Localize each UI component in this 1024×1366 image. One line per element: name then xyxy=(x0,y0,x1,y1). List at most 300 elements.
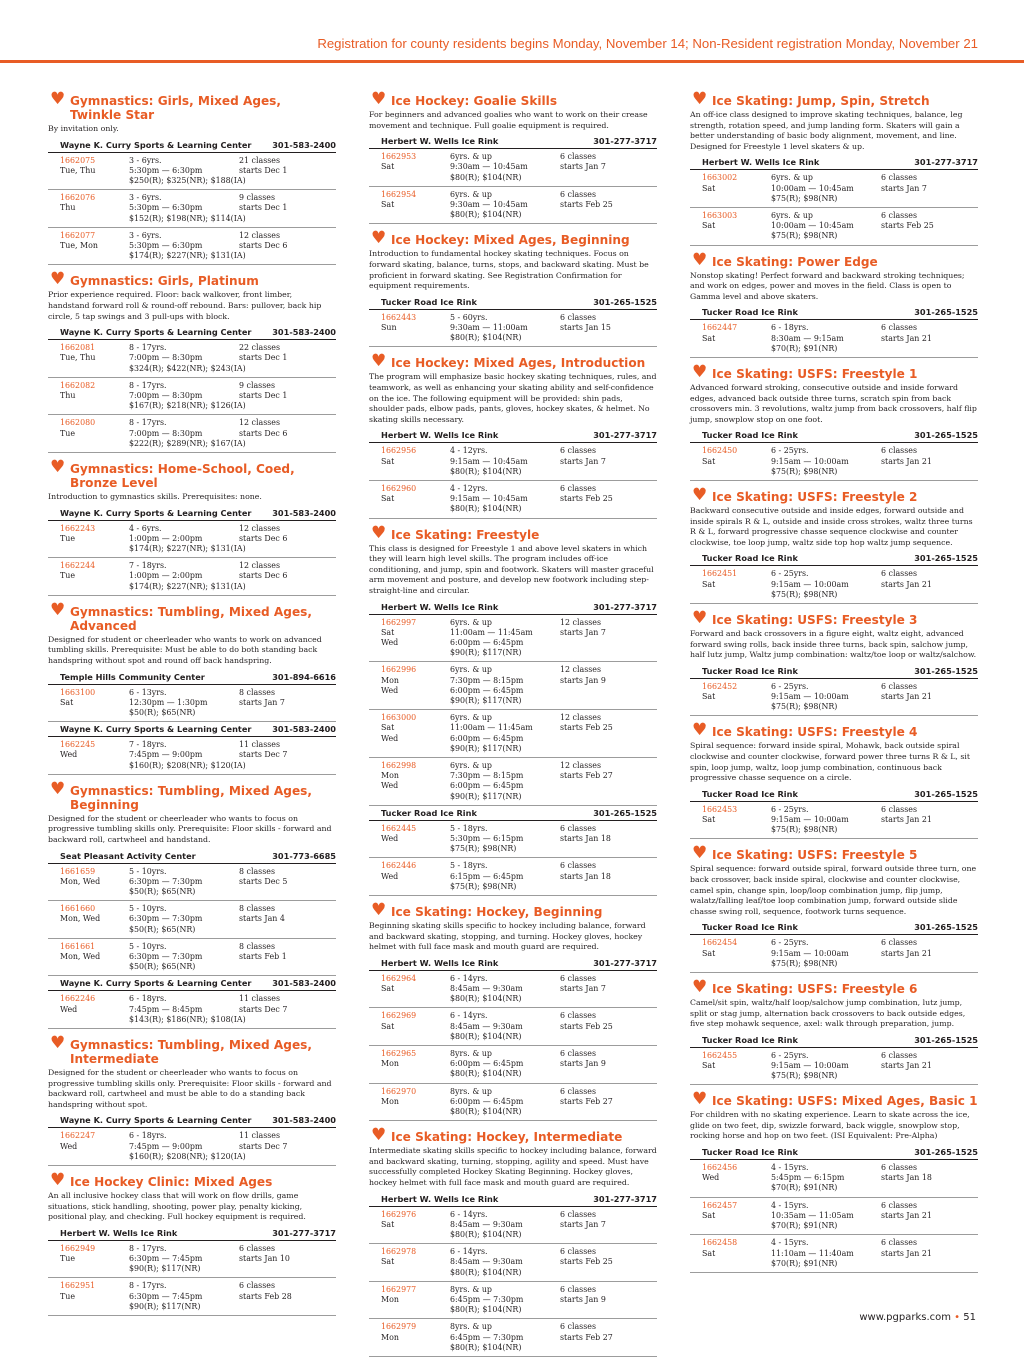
session-details xyxy=(771,805,881,836)
session-time: 6:30pm — 7:30pm xyxy=(129,914,203,924)
course-listing xyxy=(690,976,978,1085)
activity-code[interactable]: 1662455 xyxy=(702,1050,738,1060)
course-listing xyxy=(690,484,978,604)
course-description: An off-ice class designed to improve skating techniques, balance, leg strength, rotation speed, and jump landing form. Skaters will gain a better understanding of basic body alignment, movement, and line. Designed for Freestyle 1 level skaters & up. xyxy=(690,110,963,151)
session-details xyxy=(129,230,246,262)
session-details xyxy=(129,523,246,555)
course-description: For children with no skating experience. Learn to skate across the ice, glide on two feet, dip, swizzle forward, back wiggle, snowplow stop, rocking horse and hop on two feet. (ISI Equivalent: Pre-Alpha) xyxy=(690,1110,970,1141)
activity-code[interactable]: 1662953 xyxy=(381,152,417,162)
session-ages: 5 - 10yrs. xyxy=(129,904,167,914)
session-code-days xyxy=(60,561,129,592)
session-classes: 6 classes xyxy=(881,1050,917,1060)
course-listing xyxy=(690,720,978,839)
session-schedule xyxy=(239,418,336,449)
heart-icon: ♥ xyxy=(692,607,708,628)
session-days: Tue, Thu xyxy=(60,165,96,175)
session-start: starts Jan 21 xyxy=(881,333,932,343)
session-code-days xyxy=(381,1210,450,1241)
page-header xyxy=(0,0,1024,64)
session-time: 7:30pm — 8:15pm xyxy=(450,771,524,781)
course-title-text: Ice Skating: USFS: Freestyle 4 xyxy=(712,725,918,740)
activity-code[interactable]: 1662969 xyxy=(381,1011,417,1021)
session-row xyxy=(690,320,978,358)
session-start: starts Dec 1 xyxy=(239,391,288,401)
activity-code[interactable]: 1662075 xyxy=(60,155,96,165)
session-details xyxy=(771,1051,881,1082)
session-schedule xyxy=(560,761,657,802)
activity-code[interactable]: 1661661 xyxy=(60,941,96,951)
session-fees: $90(R); $117(NR) xyxy=(129,1264,201,1274)
course-description: Designed for the student or cheerleader who wants to focus on progressive tumbling skills only. Prerequisite: Floor skills - forward and backward roll, cartwheel and must be able to do a standing back handspring without spot. xyxy=(48,1068,332,1109)
location-phone: 301-265-1525 xyxy=(914,307,978,318)
session-start: starts Jan 10 xyxy=(239,1254,290,1264)
heart-icon: ♥ xyxy=(371,522,387,543)
session-start: starts Jan 21 xyxy=(881,579,932,589)
session-row xyxy=(690,170,978,208)
location-header xyxy=(690,155,978,170)
session-start: starts Jan 7 xyxy=(560,456,606,466)
location-name: Herbert W. Wells Ice Rink xyxy=(381,1193,499,1204)
activity-code[interactable]: 1662081 xyxy=(60,343,96,353)
session-time: 9:15am — 10:45am xyxy=(450,456,528,466)
course-title-text: Ice Skating: USFS: Freestyle 6 xyxy=(712,981,918,996)
location-phone: 301-265-1525 xyxy=(593,296,657,307)
session-details xyxy=(129,867,239,898)
session-row xyxy=(369,971,657,1009)
session-classes: 6 classes xyxy=(239,1243,275,1253)
column-2 xyxy=(369,89,657,1366)
session-fees: $90(R); $117(NR) xyxy=(450,695,522,705)
session-time: 9:30am — 10:45am xyxy=(450,200,528,209)
session-fees: $70(R); $91(NR) xyxy=(771,1221,838,1231)
session-details xyxy=(129,1281,239,1312)
location-name: Tucker Road Ice Rink xyxy=(381,296,477,307)
location-header xyxy=(690,551,978,566)
session-fees: $80(R); $104(NR) xyxy=(450,466,522,476)
session-start: starts Jan 21 xyxy=(881,1060,932,1070)
activity-code[interactable]: 1662964 xyxy=(381,973,417,983)
session-start: starts Dec 6 xyxy=(239,571,288,581)
location-name: Tucker Road Ice Rink xyxy=(381,807,477,818)
session-code-days xyxy=(702,446,771,477)
activity-code[interactable]: 1661659 xyxy=(60,866,96,876)
session-code-days xyxy=(702,1163,771,1194)
activity-code[interactable]: 1662456 xyxy=(702,1163,738,1173)
course-title xyxy=(690,361,978,382)
session-details xyxy=(771,1163,881,1194)
course-title xyxy=(690,607,978,628)
session-classes: 6 classes xyxy=(881,173,917,183)
session-ages: 6 - 25yrs. xyxy=(771,569,809,579)
activity-code[interactable]: 1662244 xyxy=(60,561,96,571)
session-days: Wed xyxy=(702,1173,720,1183)
activity-code[interactable]: 1663003 xyxy=(702,210,738,220)
activity-code[interactable]: 1663000 xyxy=(381,713,417,723)
heart-icon: ♥ xyxy=(50,457,66,478)
session-classes: 6 classes xyxy=(560,1011,596,1021)
location-header xyxy=(369,134,657,149)
session-ages: 6yrs. & up xyxy=(450,617,492,627)
session-code-days xyxy=(381,861,450,892)
session-days: Sat xyxy=(381,1021,395,1031)
session-start: starts Feb 1 xyxy=(239,952,287,962)
activity-code[interactable]: 1662453 xyxy=(702,804,738,814)
course-listing xyxy=(369,1125,657,1357)
session-schedule xyxy=(560,446,657,477)
activity-code[interactable]: 1662243 xyxy=(60,523,96,533)
session-time: 10:00am — 10:45am xyxy=(771,221,854,231)
course-description: For beginners and advanced goalies who want to work on their crease movement and technique. Full goalie equipment is required. xyxy=(369,110,648,130)
session-schedule xyxy=(560,713,657,754)
session-row xyxy=(690,679,978,717)
column-1 xyxy=(48,89,336,1325)
session-days: Wed xyxy=(381,871,399,881)
session-schedule xyxy=(560,1210,657,1241)
course-listing xyxy=(690,361,978,481)
session-fees: $80(R); $104(NR) xyxy=(450,1230,522,1240)
course-title xyxy=(690,976,978,997)
session-code-days xyxy=(60,524,129,555)
session-days: Wed xyxy=(60,1141,78,1151)
session-row xyxy=(690,1048,978,1086)
activity-code[interactable]: 1663002 xyxy=(702,173,738,183)
session-schedule xyxy=(239,740,336,771)
location-name: Tucker Road Ice Rink xyxy=(702,1034,798,1045)
course-title xyxy=(48,457,336,491)
session-start: starts Dec 7 xyxy=(239,1141,288,1151)
activity-code[interactable]: 1662247 xyxy=(60,1131,96,1141)
session-start: starts Dec 7 xyxy=(239,750,288,760)
course-listing xyxy=(690,1089,978,1273)
session-ages: 6 - 18yrs. xyxy=(129,1131,167,1141)
location-name: Herbert W. Wells Ice Rink xyxy=(381,430,499,441)
session-schedule xyxy=(881,446,978,477)
location-header xyxy=(48,138,336,153)
session-time: 9:15am — 10:00am xyxy=(771,1060,849,1070)
heart-icon: ♥ xyxy=(371,900,387,921)
location-header xyxy=(48,849,336,864)
session-row xyxy=(48,228,336,266)
course-description: Nonstop skating! Perfect forward and backward stroking techniques; and work on edges, power and moves in the field. Class is open to Gamma level and above skaters. xyxy=(690,270,965,301)
activity-code[interactable]: 1662452 xyxy=(702,681,738,691)
session-start: starts Dec 5 xyxy=(239,876,288,886)
session-schedule xyxy=(881,1163,978,1194)
activity-code[interactable]: 1662080 xyxy=(60,418,96,428)
session-fees: $152(R); $198(NR); $114(IA) xyxy=(129,213,246,223)
session-ages: 6yrs. & up xyxy=(450,189,492,199)
course-title-text: Ice Hockey: Mixed Ages, Introduction xyxy=(391,356,646,371)
activity-code[interactable]: 1662965 xyxy=(381,1049,417,1059)
activity-code[interactable]: 1663100 xyxy=(60,687,96,697)
session-code-days xyxy=(60,904,129,935)
session-days: Sat xyxy=(60,697,74,707)
heart-icon: ♥ xyxy=(50,778,66,799)
course-description: Intermediate skating skills specific to hockey including balance, forward and backward skating, turning, stopping, agility and speed. Must have successfully completed Hockey Skating Beginning. Hockey gloves, hockey helmet with full face mask and mouth guard are required. xyxy=(369,1146,657,1188)
session-row xyxy=(369,1319,657,1357)
activity-code[interactable]: 1662445 xyxy=(381,823,417,833)
session-schedule xyxy=(239,1244,336,1275)
session-schedule xyxy=(239,1281,336,1312)
session-days: Sat xyxy=(702,579,716,589)
session-code-days xyxy=(381,1285,450,1316)
column-3 xyxy=(690,89,978,1282)
activity-code[interactable]: 1662996 xyxy=(381,665,417,675)
session-ages: 6 - 18yrs. xyxy=(129,994,167,1004)
session-classes: 12 classes xyxy=(239,561,281,571)
session-classes: 6 classes xyxy=(881,1163,917,1173)
session-classes: 12 classes xyxy=(560,713,602,723)
session-details xyxy=(771,569,881,600)
course-title-text: Ice Skating: USFS: Freestyle 1 xyxy=(712,366,918,381)
location-phone: 301-583-2400 xyxy=(272,139,336,150)
session-code-days xyxy=(60,740,129,771)
course-title xyxy=(369,900,657,921)
session-fees: $222(R); $289(NR); $167(IA) xyxy=(129,438,246,448)
activity-code[interactable]: 1661660 xyxy=(60,904,96,914)
session-details xyxy=(450,761,560,802)
session-details xyxy=(129,155,246,187)
activity-code[interactable]: 1662960 xyxy=(381,483,417,493)
session-ages: 6yrs. & up xyxy=(771,210,813,220)
session-details xyxy=(450,1247,560,1278)
session-ages: 6yrs. & up xyxy=(450,713,492,723)
session-time: 9:15am — 10:00am xyxy=(771,691,849,701)
location-header xyxy=(48,976,336,991)
session-fees: $50(R); $65(NR) xyxy=(129,924,196,934)
session-fees: $80(R); $104(NR) xyxy=(450,1069,522,1079)
heart-icon: ♥ xyxy=(692,843,708,864)
location-phone: 301-773-6685 xyxy=(272,850,336,861)
session-classes: 12 classes xyxy=(560,617,602,627)
heart-icon: ♥ xyxy=(692,976,708,997)
course-listing xyxy=(369,900,657,1121)
session-row xyxy=(690,1198,978,1236)
heart-icon: ♥ xyxy=(50,269,66,290)
activity-code[interactable]: 1662977 xyxy=(381,1284,417,1294)
session-time: 6:30pm — 7:30pm xyxy=(129,952,203,962)
session-classes: 6 classes xyxy=(560,1284,596,1294)
session-ages: 8 - 17yrs. xyxy=(129,1281,167,1291)
session-start: starts Jan 21 xyxy=(881,1248,932,1258)
location-phone: 301-583-2400 xyxy=(272,724,336,735)
activity-code[interactable]: 1662082 xyxy=(60,380,96,390)
session-schedule xyxy=(239,156,336,187)
session-details xyxy=(450,1011,560,1042)
session-fees: $167(R); $218(NR); $126(IA) xyxy=(129,401,246,411)
session-time: 6:00pm — 6:45pm xyxy=(450,1096,524,1106)
session-ages: 4 - 12yrs. xyxy=(450,483,488,493)
course-title xyxy=(369,522,657,543)
course-title xyxy=(369,1125,657,1146)
session-fees: $80(R); $104(NR) xyxy=(450,1031,522,1041)
session-time: 5:30pm — 6:30pm xyxy=(129,165,203,175)
activity-code[interactable]: 1662077 xyxy=(60,230,96,240)
activity-code[interactable]: 1662979 xyxy=(381,1322,417,1332)
session-classes: 6 classes xyxy=(560,1247,596,1257)
course-title xyxy=(690,843,978,864)
activity-code[interactable]: 1662446 xyxy=(381,861,417,871)
activity-code[interactable]: 1662970 xyxy=(381,1086,417,1096)
session-days: Mon, Wed xyxy=(60,952,101,962)
session-classes: 12 classes xyxy=(239,523,281,533)
session-code-days xyxy=(381,761,450,802)
activity-code[interactable]: 1662076 xyxy=(60,193,96,203)
activity-code[interactable]: 1662949 xyxy=(60,1243,96,1253)
location-phone: 301-583-2400 xyxy=(272,327,336,338)
heart-icon: ♥ xyxy=(692,249,708,270)
session-classes: 8 classes xyxy=(239,904,275,914)
session-fees: $50(R); $65(NR) xyxy=(129,708,196,718)
session-days: Wed xyxy=(381,685,399,695)
course-description: The program will emphasize basic hockey skating techniques, rules, and teamwork, as well as enhancing your skating ability and self-confidence on the ice. The following equipment will be provided: shin pads, shoulder pads, elbow pads, pants, gloves, hockey skates, & helmet. No skating skills necessary. xyxy=(369,372,657,424)
session-time: 10:00am — 10:45am xyxy=(771,183,854,193)
session-start: starts Jan 18 xyxy=(560,834,611,843)
session-start: starts Dec 7 xyxy=(239,1004,288,1014)
session-code-days xyxy=(60,942,129,973)
session-fees: $90(R); $117(NR) xyxy=(450,648,522,658)
location-header xyxy=(369,1192,657,1207)
heart-icon: ♥ xyxy=(50,1170,66,1191)
session-schedule xyxy=(560,152,657,183)
session-start: starts Feb 27 xyxy=(560,1096,613,1106)
course-description: By invitation only. xyxy=(48,124,119,133)
course-listing xyxy=(369,89,657,224)
session-ages: 5 - 18yrs. xyxy=(450,861,488,871)
session-row xyxy=(369,821,657,859)
session-days: Thu xyxy=(60,391,76,401)
session-classes: 6 classes xyxy=(560,823,596,833)
session-start: starts Jan 7 xyxy=(560,984,606,993)
session-days: Sat xyxy=(702,1060,716,1070)
session-days: Mon xyxy=(381,1295,399,1305)
session-days: Thu xyxy=(60,203,76,213)
heart-icon: ♥ xyxy=(692,484,708,505)
session-days: Wed xyxy=(60,1004,78,1014)
session-days: Mon xyxy=(381,1096,399,1106)
course-title-text: Ice Skating: Hockey, Intermediate xyxy=(391,1130,623,1145)
session-schedule xyxy=(239,343,336,374)
session-start: starts Jan 15 xyxy=(560,322,611,332)
session-ages: 6 - 25yrs. xyxy=(771,1050,809,1060)
session-time: 5:30pm — 6:30pm xyxy=(129,203,203,213)
activity-code[interactable]: 1662458 xyxy=(702,1238,738,1248)
activity-code[interactable]: 1662457 xyxy=(702,1200,738,1210)
session-schedule xyxy=(239,381,336,412)
session-row xyxy=(48,737,336,775)
session-details xyxy=(450,618,560,659)
course-title xyxy=(690,720,978,741)
session-days: Tue xyxy=(60,533,76,543)
activity-code[interactable]: 1662443 xyxy=(381,312,417,322)
course-description: Spiral sequence: forward outside spiral, forward outside three turn, one back crossover, back inside spiral, clockwise and counter clockwise, camel spin, change spin, loop/loop combination jump, flip jump, walatz/falling leaf/toe loop combination jump, forward outside slide chasse swing roll, sequence, footwork turns sequence. xyxy=(690,864,977,916)
location-name: Seat Pleasant Activity Center xyxy=(60,850,196,861)
session-time: 6:30pm — 7:45pm xyxy=(129,1254,203,1264)
session-code-days xyxy=(381,665,450,706)
website-link[interactable]: www.pgparks.com xyxy=(859,1312,951,1323)
location-name: Tucker Road Ice Rink xyxy=(702,430,798,441)
session-fees: $174(R); $227(NR); $131(IA) xyxy=(129,251,246,261)
session-row xyxy=(48,415,336,453)
session-code-days xyxy=(381,713,450,754)
activity-code[interactable]: 1662451 xyxy=(702,569,738,579)
session-code-days xyxy=(381,484,450,515)
session-time: 6:45pm — 7:30pm xyxy=(450,1295,524,1305)
session-days: Wed xyxy=(381,733,399,743)
session-ages: 3 - 6yrs. xyxy=(129,193,162,203)
session-row xyxy=(369,187,657,225)
course-title xyxy=(369,89,657,109)
session-ages: 7 - 18yrs. xyxy=(129,740,167,750)
session-start: starts Dec 6 xyxy=(239,428,288,438)
session-schedule xyxy=(239,994,336,1025)
session-fees: $70(R); $91(NR) xyxy=(771,1258,838,1268)
location-header xyxy=(48,722,336,737)
session-schedule xyxy=(881,323,978,354)
activity-code[interactable]: 1662951 xyxy=(60,1281,96,1291)
session-schedule xyxy=(560,1285,657,1316)
location-name: Herbert W. Wells Ice Rink xyxy=(381,957,499,968)
session-details xyxy=(129,1244,239,1275)
activity-code[interactable]: 1662978 xyxy=(381,1247,417,1257)
session-schedule xyxy=(881,173,978,204)
session-row xyxy=(48,1128,336,1166)
location-header xyxy=(690,1033,978,1048)
session-code-days xyxy=(381,1011,450,1042)
session-details xyxy=(771,1201,881,1232)
session-days: Wed xyxy=(381,834,399,843)
session-days: Mon xyxy=(381,771,399,781)
session-time: 6:00pm — 6:45pm xyxy=(450,637,524,647)
session-details xyxy=(129,561,246,592)
heart-icon: ♥ xyxy=(371,351,387,372)
activity-code[interactable]: 1662976 xyxy=(381,1209,417,1219)
session-time: 5:45pm — 6:15pm xyxy=(771,1173,845,1183)
session-schedule xyxy=(881,569,978,600)
course-listing xyxy=(48,269,336,453)
session-ages: 8 - 17yrs. xyxy=(129,418,167,428)
session-code-days xyxy=(60,156,129,187)
course-title-text: Gymnastics: Tumbling, Mixed Ages, Beginning xyxy=(70,783,312,812)
session-days: Mon xyxy=(381,675,399,685)
session-row xyxy=(690,935,978,973)
activity-code[interactable]: 1662997 xyxy=(381,617,417,627)
session-start: starts Jan 21 xyxy=(881,814,932,824)
session-row xyxy=(690,566,978,604)
activity-code[interactable]: 1662246 xyxy=(60,994,96,1004)
session-ages: 8yrs. & up xyxy=(450,1086,492,1096)
course-title-text: Ice Hockey: Mixed Ages, Beginning xyxy=(391,233,630,248)
course-title-text: Gymnastics: Girls, Platinum xyxy=(70,274,259,289)
session-fees: $80(R); $104(NR) xyxy=(450,1305,522,1315)
session-row xyxy=(369,1282,657,1320)
session-start: starts Dec 1 xyxy=(239,165,288,175)
session-time: 5:30pm — 6:15pm xyxy=(450,834,524,843)
footer-bullet: • xyxy=(954,1312,961,1323)
activity-code[interactable]: 1662954 xyxy=(381,189,417,199)
session-details xyxy=(129,994,246,1025)
activity-code[interactable]: 1662454 xyxy=(702,938,738,948)
activity-code[interactable]: 1662245 xyxy=(60,740,96,750)
session-code-days xyxy=(381,824,450,855)
session-classes: 6 classes xyxy=(881,210,917,220)
course-listing xyxy=(48,778,336,1029)
activity-code[interactable]: 1662956 xyxy=(381,446,417,456)
location-name: Herbert W. Wells Ice Rink xyxy=(381,601,499,612)
session-code-days xyxy=(381,313,450,344)
activity-code[interactable]: 1662447 xyxy=(702,323,738,333)
activity-code[interactable]: 1662998 xyxy=(381,760,417,770)
activity-code[interactable]: 1662450 xyxy=(702,446,738,456)
